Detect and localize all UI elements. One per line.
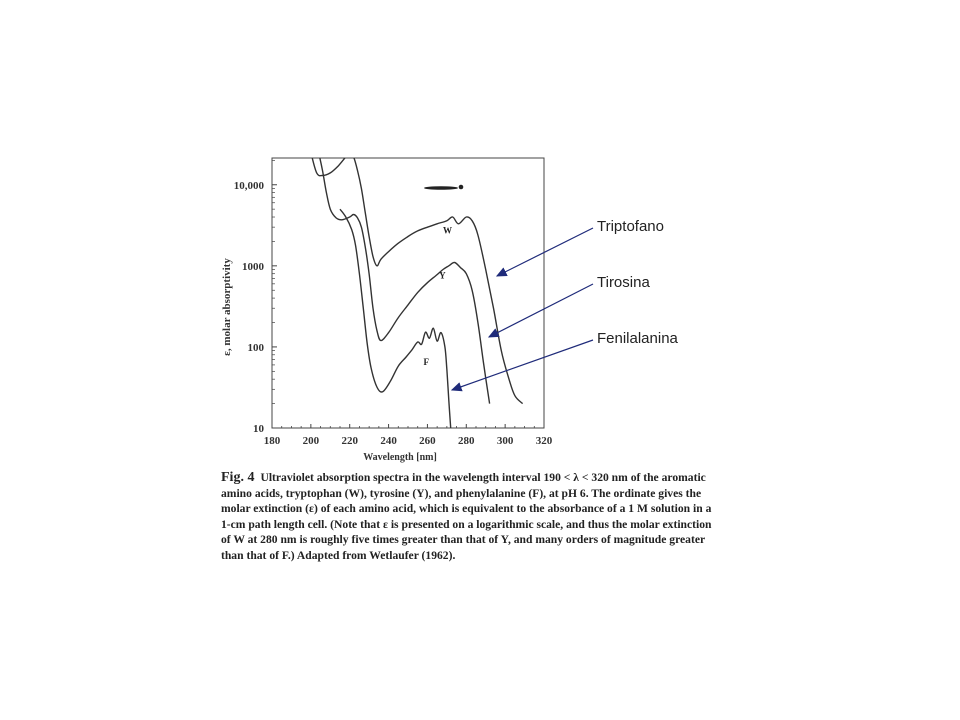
caption-text: Ultraviolet absorption spectra in the wavelength interval 190 < λ < 320 nm of the aromatic <box>260 471 706 484</box>
caption-line: than that of F.) Adapted from Wetlaufer (1962). <box>221 548 456 562</box>
series-y-label: Y <box>439 270 446 281</box>
plot-frame <box>272 158 544 428</box>
x-tick-label: 280 <box>458 435 475 447</box>
chart-curves <box>311 153 523 429</box>
callout-tyrosine: Tirosina <box>597 274 650 291</box>
y-tick-label: 10,000 <box>233 179 264 192</box>
x-tick-label: 220 <box>341 435 358 447</box>
figure-caption <box>221 470 761 564</box>
series-w-label: W <box>442 225 452 236</box>
y-tick-label: 10 <box>253 423 264 435</box>
chart-axes <box>221 158 553 463</box>
x-tick-label: 240 <box>380 435 397 447</box>
callout-arrows <box>452 228 593 390</box>
callout-tryptophan: Triptofano <box>597 218 664 235</box>
y-axis-label: ε, molar absorptivity <box>221 258 233 356</box>
series-w-line <box>311 153 523 404</box>
arrow-tryptophan <box>497 228 593 276</box>
y-tick-label: 1000 <box>242 260 264 273</box>
x-tick-label: 200 <box>302 435 320 447</box>
x-tick-label: 180 <box>263 435 281 447</box>
x-tick-label: 260 <box>419 435 436 447</box>
x-tick-label: 320 <box>535 435 553 447</box>
series-y-line <box>319 153 490 404</box>
caption-line: 1-cm path length cell. (Note that ε is presented on a logarithmic scale, and thus the molar extinction <box>221 517 712 531</box>
caption-line: of W at 280 nm is roughly five times greater than that of Y, and many orders of magnitude greater <box>221 533 706 547</box>
arrow-phenylalanine <box>452 340 593 390</box>
caption-line: molar extinction (ε) of each amino acid, which is equivalent to the absorbance of a 1 M solution in a <box>221 502 712 516</box>
series-f-label: F <box>423 356 430 367</box>
series-f-line <box>340 209 451 428</box>
x-tick-label: 300 <box>496 435 514 447</box>
caption-line: amino acids, tryptophan (W), tyrosine (Y), and phenylalanine (F), at pH 6. The ordinate gives the <box>221 486 702 500</box>
caption-line <box>221 470 761 486</box>
callout-phenylalanine: Fenilalanina <box>597 330 678 347</box>
caption-fig-label: Fig. 4 <box>221 470 255 485</box>
x-axis-label: Wavelength [nm] <box>363 452 437 463</box>
scan-smudge <box>459 185 464 190</box>
arrow-tyrosine <box>489 284 593 337</box>
y-tick-label: 100 <box>247 341 264 354</box>
scan-smudge <box>424 186 458 190</box>
